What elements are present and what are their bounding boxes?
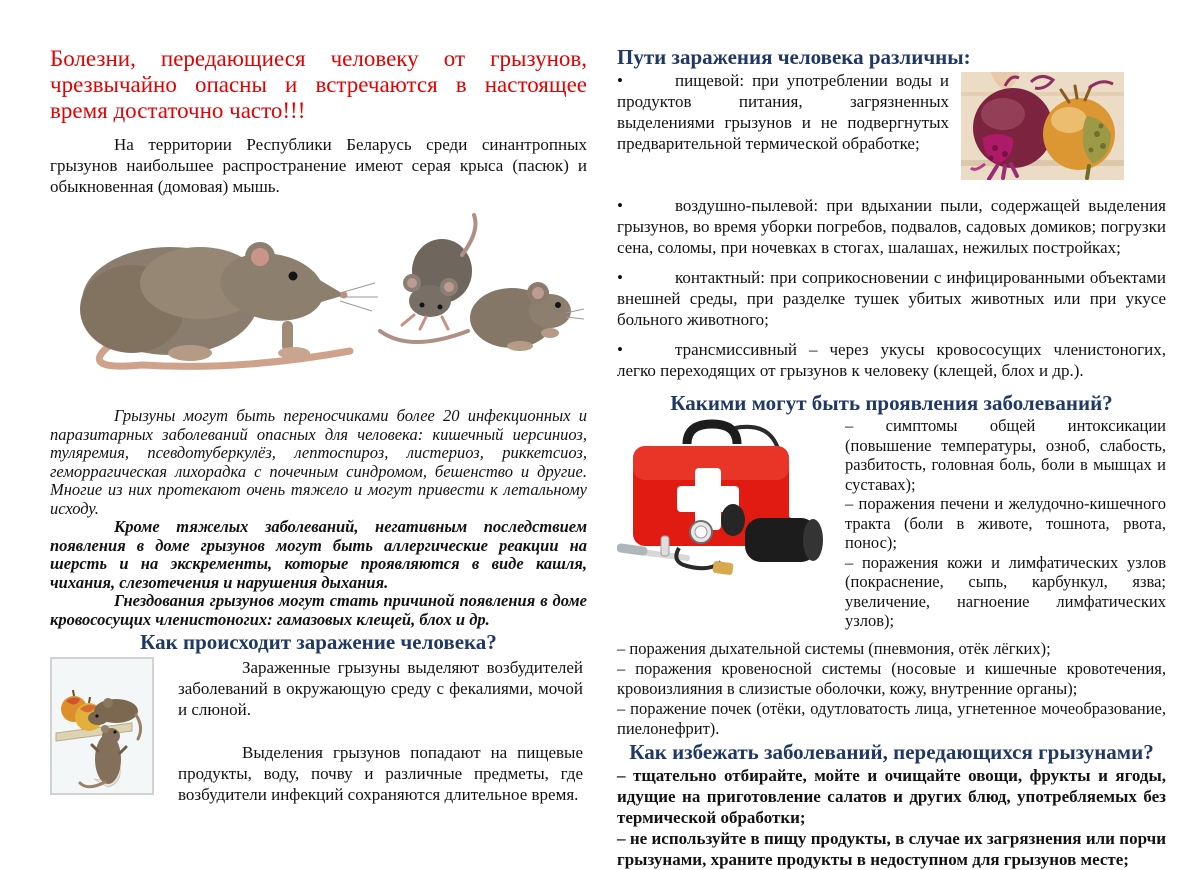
bullet-item-contact xyxy=(617,267,1166,330)
bullet-text: трансмиссивный – через укусы кровососущих членистоногих, легко переходящих от грызунов к человеку (клещей, блох и др.). xyxy=(617,340,1166,380)
bullet-item-dust xyxy=(617,195,1166,258)
infection-paragraph-2: Выделения грызунов попадают на пищевые продукты, воду, почву и различные предметы, где возбудители инфекций сохраняются длительное время. xyxy=(178,743,583,804)
first-aid-kit-picture xyxy=(617,416,829,631)
paths-heading: Пути заражения человека различны: xyxy=(617,45,971,69)
infection-paragraph-1: Зараженные грызуны выделяют возбудителей заболеваний в окружающую среду с фекалиями, мочой и слюной. xyxy=(178,658,583,719)
symptoms-side-list xyxy=(845,416,1166,631)
mouse-apples-image xyxy=(50,657,154,795)
left-column xyxy=(50,46,587,805)
symptom-item-kidneys: – поражение почек (отёки, одутловатость лица, угнетенное мочеобразование, пиелонефрит). xyxy=(617,698,1166,738)
bullet-item-food xyxy=(617,70,949,176)
avoid-item-wash: – тщательно отбирайте, мойте и очищайте овощи, фрукты и ягоды, идущие на приготовление салатов и других блюд, употребляемых без термической обработки; xyxy=(617,765,1166,827)
bullet-marker: • xyxy=(617,268,623,287)
first-aid-kit-image xyxy=(617,416,829,584)
bullet-text: контактный: при соприкосновении с инфицированными объектами внешней среды, при разделке тушек убитых животных или при укусе больного животного; xyxy=(617,268,1166,329)
rat-and-mice-photo xyxy=(50,213,587,391)
bullet-text: воздушно-пылевой: при вдыхании пыли, содержащей выделения грызунов, во время уборки погребов, подвалов, садовых домиков; погрузки сена, соломы, при ночевках в стогах, шалашах, нежилых постройках; xyxy=(617,196,1166,257)
symptoms-heading: Какими могут быть проявления заболеваний? xyxy=(670,391,1113,415)
mouse-apples-picture xyxy=(50,657,154,805)
bullet-marker: • xyxy=(617,196,623,215)
rat-and-mice-image xyxy=(50,213,587,391)
bullet-text: пищевой: при употреблении воды и продуктов питания, загрязненных выделениями грызунов и не подвергнутых предварительной термической обработке; xyxy=(617,71,949,153)
symptoms-section xyxy=(617,416,1166,631)
symptom-item-respiratory: – поражения дыхательной системы (пневмония, отёк лёгких); xyxy=(617,638,1051,658)
nesting-paragraph: Гнездования грызунов могут стать причиной появления в доме кровососущих членистоногих: гамазовых клещей, блох и др. xyxy=(50,591,587,629)
bullet-marker: • xyxy=(617,71,623,90)
carriers-paragraph: Грызуны могут быть переносчиками более 20 инфекционных и паразитарных заболеваний опасных для человека: кишечный иерсиниоз, туляремия, псевдотуберкулёз, лептоспироз, листериоз, риккетсиоз, геморрагическая лихорадка с почечным синдромом, бешенство и другие. Многие из них протекают очень тяжело и могут привести к летальному исходу. xyxy=(50,406,587,518)
gnawed-beets-picture xyxy=(961,70,1124,185)
main-title: Болезни, передающиеся человеку от грызунов, чрезвычайно опасны и встречаются в настоящее время достаточно часто!!! xyxy=(50,46,587,123)
avoid-heading: Как избежать заболеваний, передающихся грызунами? xyxy=(629,739,1154,764)
gnawed-beets-image xyxy=(961,72,1124,180)
intro-paragraph: На территории Республики Беларусь среди синантропных грызунов наибольшее распространение имеют серая крыса (пасюк) и обыкновенная (домовая) мышь. xyxy=(50,135,587,196)
symptom-item-circulatory: – поражения кровеносной системы (носовые и кишечные кровотечения, кровоизлияния в слизистые оболочки, кожу, внутренние органы); xyxy=(617,658,1166,698)
symptoms-below-list xyxy=(617,639,1166,739)
food-path-row xyxy=(617,70,1166,185)
bullet-marker: • xyxy=(617,340,623,359)
symptom-item-intoxication: – симптомы общей интоксикации (повышение температуры, озноб, слабость, разбитость, головная боль, боли в мышцах и суставах); xyxy=(845,416,1166,494)
symptom-item-liver: – поражения печени и желудочно-кишечного тракта (боли в животе, тошнота, рвота, понос); xyxy=(845,494,1166,552)
allergy-paragraph: Кроме тяжелых заболеваний, негативным последствием появления в доме грызунов могут быть аллергические реакции на шерсть и на экскременты, которые проявляются в виде кашля, чихания, слезотечения и нарушения дыхания. xyxy=(50,517,587,592)
infection-text xyxy=(178,657,583,805)
symptom-item-skin: – поражения кожи и лимфатических узлов (покраснение, сыпь, карбункул, язва; увеличение, нагноение лимфатических узлов); xyxy=(845,552,1166,630)
infection-section xyxy=(50,657,587,805)
avoid-item-storage: – не используйте в пищу продукты, в случае их загрязнения или порчи грызунами, храните продукты в недоступном для грызунов месте; xyxy=(617,828,1166,869)
right-column xyxy=(617,44,1166,870)
infection-heading: Как происходит заражение человека? xyxy=(140,630,497,654)
bullet-item-transmissive xyxy=(617,339,1166,381)
